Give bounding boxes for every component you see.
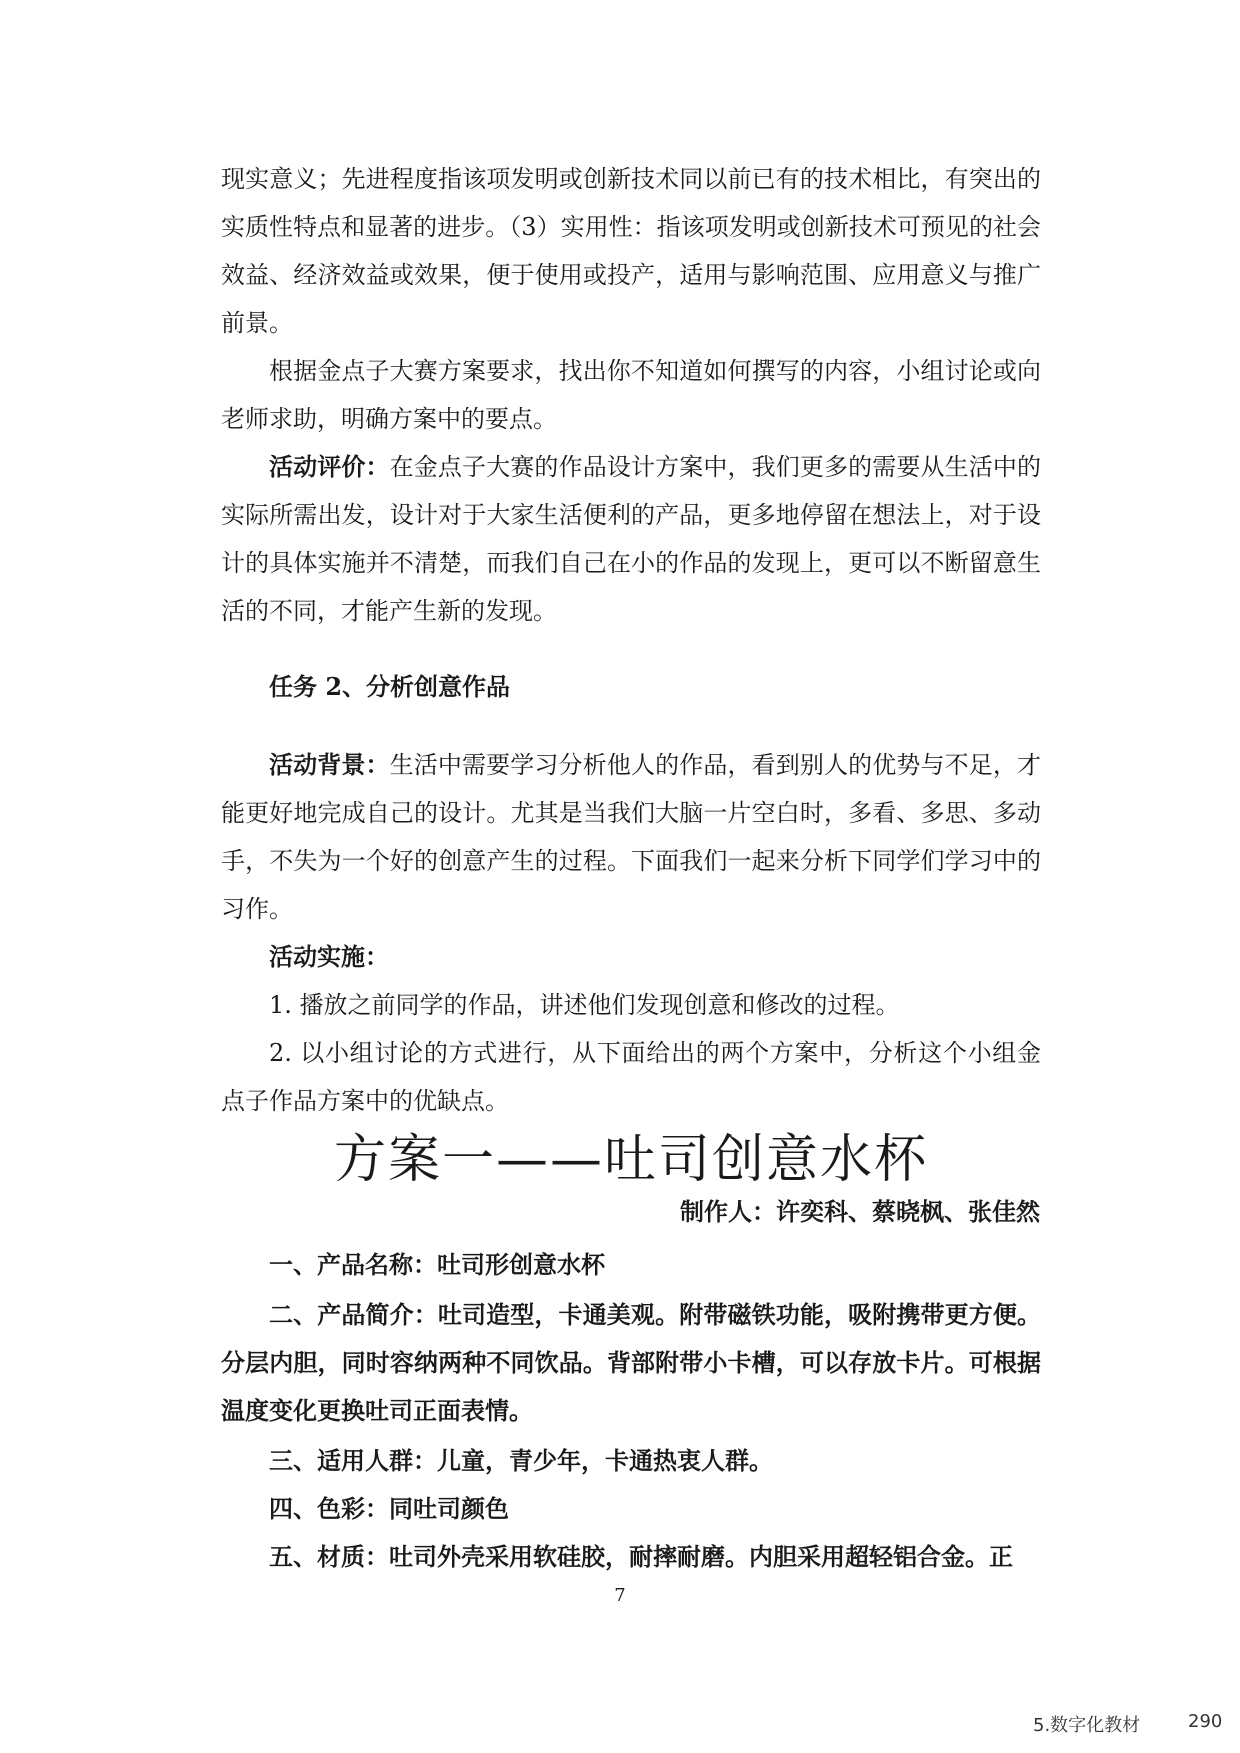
- implementation-item-1: 1. 播放之前同学的作品，讲述他们发现创意和修改的过程。: [269, 991, 900, 1019]
- evaluation-text: 在金点子大赛的作品设计方案中，我们更多的需要从生活中的实际所需出发，设计对于大家生活便利的产品，更多地停留在想法上，对于设计的具体实施并不清楚，而我们自己在小的作品的发现上，更可以不断留意生活的不同，才能产生新的发现。: [221, 453, 1042, 625]
- scheme-author: 制作人：许奕科、蔡晓枫、张佳然: [680, 1198, 1040, 1226]
- evaluation-label: 活动评价：: [269, 452, 390, 481]
- footer-page-number: 290: [1188, 1711, 1223, 1732]
- scheme-item-color: 四、色彩：同吐司颜色: [269, 1495, 509, 1523]
- background-text: 生活中需要学习分析他人的作品，看到别人的优势与不足，才能更好地完成自己的设计。尤其是当我们大脑一片空白时，多看、多思、多动手，不失为一个好的创意产生的过程。下面我们一起来分析下同学们学习中的习作。: [221, 751, 1042, 923]
- scheme-item-audience: 三、适用人群：儿童，青少年，卡通热衷人群。: [269, 1447, 773, 1475]
- task-2-heading: 任务 2、分析创意作品: [269, 672, 511, 701]
- paragraph-requirements: 根据金点子大赛方案要求，找出你不知道如何撰写的内容，小组讨论或向老师求助，明确方案中的要点。: [221, 357, 1041, 433]
- paragraph-background: [221, 741, 1041, 933]
- scheme-item-material: 五、材质：吐司外壳采用软硅胶，耐摔耐磨。内胆采用超轻铝合金。正: [269, 1543, 1013, 1571]
- scheme-item-name: 一、产品名称：吐司形创意水杯: [269, 1251, 605, 1279]
- scheme-item-intro: 二、产品简介：吐司造型，卡通美观。附带磁铁功能，吸附携带更方便。分层内胆，同时容纳两种不同饮品。背部附带小卡槽，可以存放卡片。可根据温度变化更换吐司正面表情。: [221, 1301, 1041, 1425]
- background-label: 活动背景：: [269, 750, 390, 779]
- implementation-item-2: 2. 以小组讨论的方式进行，从下面给出的两个方案中，分析这个小组金点子作品方案中的优缺点。: [221, 1039, 1041, 1115]
- scheme-title: 方案一——吐司创意水杯: [333, 1130, 928, 1190]
- page-number: 7: [614, 1585, 626, 1606]
- paragraph-intro: 现实意义；先进程度指该项发明或创新技术同以前已有的技术相比，有突出的实质性特点和显著的进步。（3）实用性：指该项发明或创新技术可预见的社会效益、经济效益或效果，便于使用或投产，适用与影响范围、应用意义与推广前景。: [221, 165, 1041, 337]
- footer-label: 5.数字化教材: [1033, 1715, 1141, 1736]
- paragraph-evaluation: [221, 443, 1041, 635]
- implementation-label: 活动实施：: [269, 942, 389, 971]
